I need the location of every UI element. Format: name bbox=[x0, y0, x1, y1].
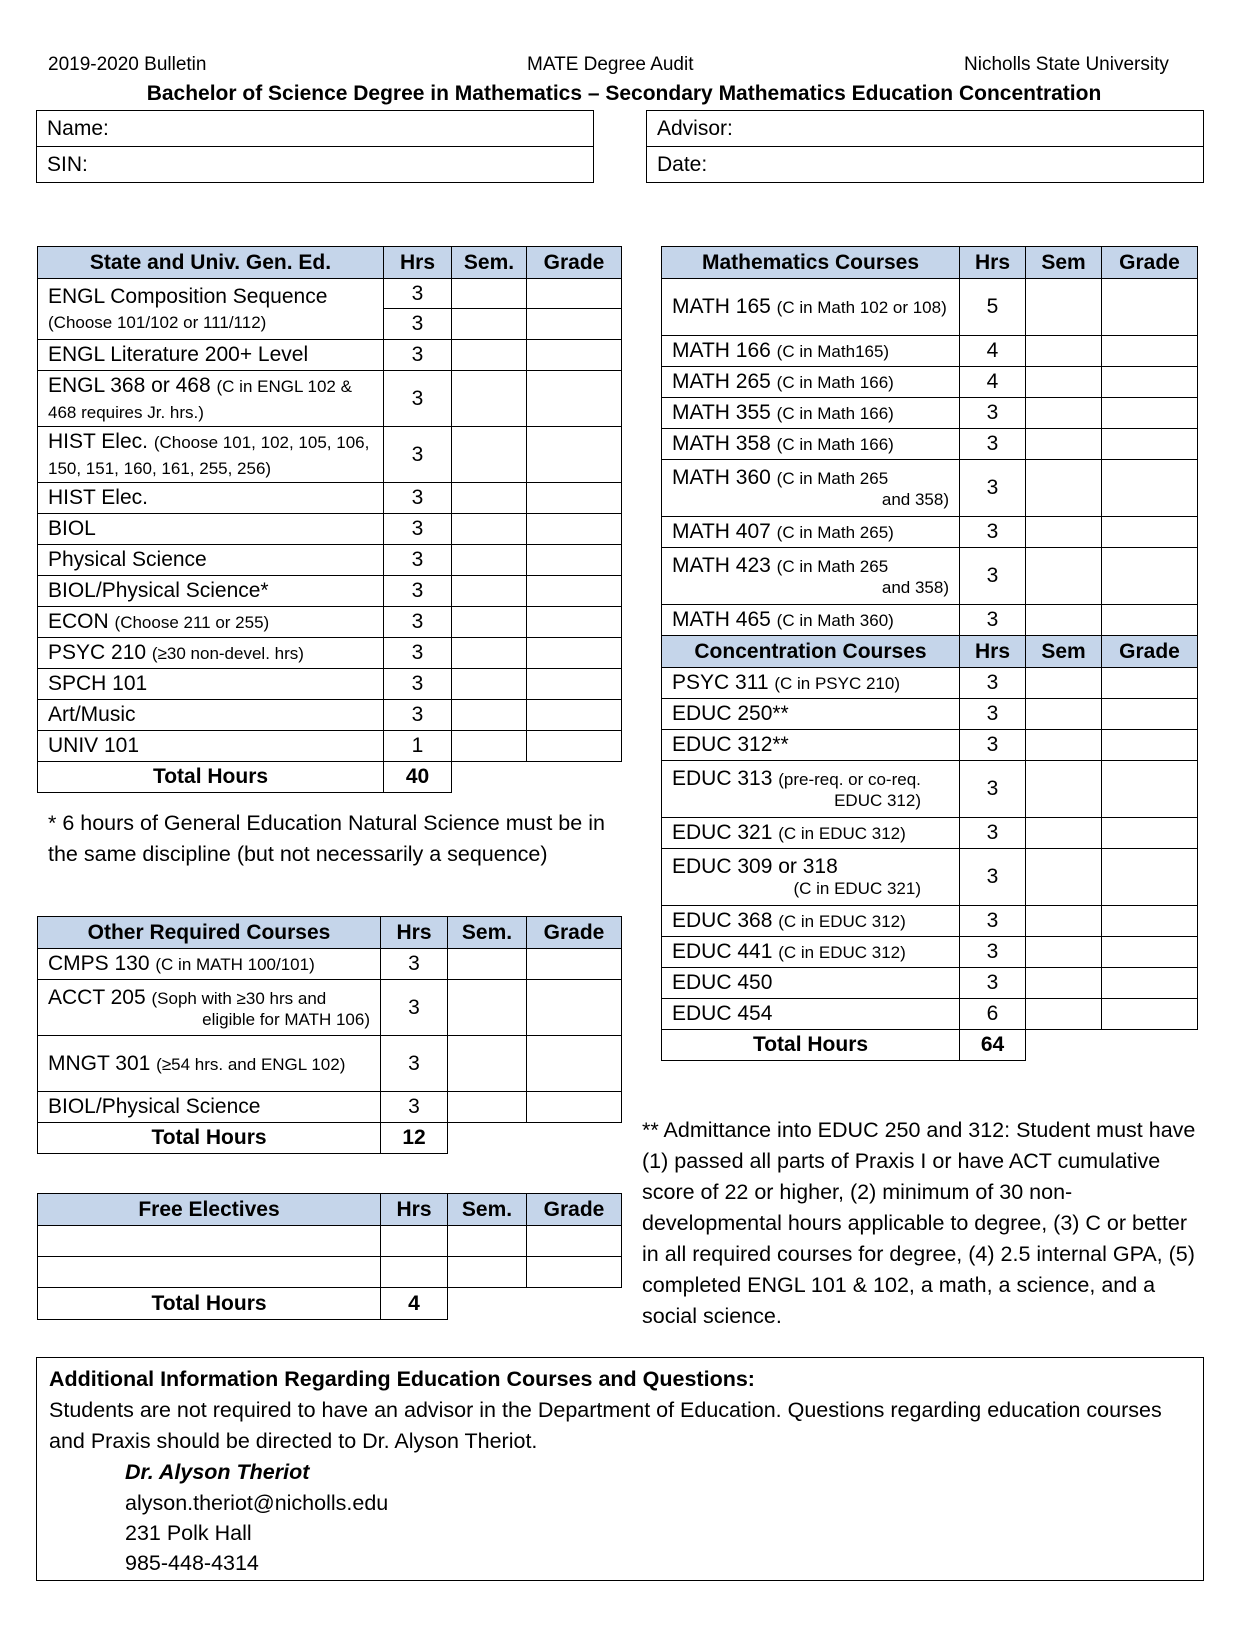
col-header: Mathematics Courses bbox=[662, 247, 960, 279]
sem-cell[interactable] bbox=[1026, 937, 1102, 968]
additional-info-heading: Additional Information Regarding Education Courses and Questions: bbox=[49, 1367, 755, 1391]
course-note: EDUC 312) bbox=[834, 791, 921, 811]
course-note: (C in Math 166) bbox=[776, 435, 894, 455]
sem-cell[interactable] bbox=[1026, 336, 1102, 367]
natural-science-footnote: * 6 hours of General Education Natural Science must be in the same discipline (but not necessarily a sequence) bbox=[48, 811, 605, 866]
course-cell: HIST Elec. bbox=[38, 483, 384, 514]
student-info-box bbox=[36, 110, 594, 183]
audit-name: MATE Degree Audit bbox=[527, 54, 694, 75]
course-name: ENGL Literature 200+ Level bbox=[48, 343, 309, 367]
grade-cell[interactable] bbox=[1102, 460, 1198, 517]
col-header: Grade bbox=[1102, 247, 1198, 279]
hrs-cell: 3 bbox=[960, 517, 1026, 548]
course-name: ENGL 368 or 468 bbox=[48, 374, 211, 398]
col-header: State and Univ. Gen. Ed. bbox=[38, 247, 384, 279]
course-cell bbox=[38, 607, 384, 638]
course-name: PSYC 311 bbox=[672, 671, 769, 695]
course-cell bbox=[662, 548, 960, 605]
course-note: (≥30 non-devel. hrs) bbox=[151, 644, 304, 664]
course-note: (Choose 101, 102, 105, 106, 150, 151, 160, 161, 255, 256) bbox=[48, 433, 370, 478]
course-name: ACCT 205 bbox=[48, 985, 146, 1009]
sem-cell[interactable] bbox=[1026, 460, 1102, 517]
col-header: Concentration Courses bbox=[662, 636, 960, 668]
col-header: Hrs bbox=[381, 1194, 448, 1226]
course-note: and 358) bbox=[881, 578, 949, 598]
admittance-note: ** Admittance into EDUC 250 and 312: Student must have (1) passed all parts of Praxis I or have ACT cumulative score of 22 or higher, (2) minimum of 30 non-developmental hours applicable to degree, (3) C or better in all required courses for degree, (4) 2.5 internal GPA, (5) completed ENGL 101 & 102, a math, a science, and a social science. bbox=[642, 1118, 1196, 1328]
hrs-cell: 5 bbox=[960, 279, 1026, 336]
grade-cell[interactable] bbox=[1102, 699, 1198, 730]
grade-cell[interactable] bbox=[1102, 849, 1198, 906]
grade-cell[interactable] bbox=[527, 279, 622, 309]
course-cell: UNIV 101 bbox=[38, 731, 384, 762]
grade-cell[interactable] bbox=[527, 545, 622, 576]
math-concentration-table bbox=[661, 246, 1198, 1061]
grade-cell[interactable] bbox=[1102, 999, 1198, 1030]
course-cell: EDUC 312** bbox=[662, 730, 960, 761]
hrs-cell: 3 bbox=[384, 279, 452, 309]
course-cell bbox=[38, 279, 384, 340]
hrs-cell: 3 bbox=[384, 340, 452, 371]
course-cell: BIOL/Physical Science* bbox=[38, 576, 384, 607]
hrs-cell: 3 bbox=[384, 514, 452, 545]
bulletin-year: 2019-2020 Bulletin bbox=[48, 54, 207, 75]
sem-cell[interactable] bbox=[1026, 605, 1102, 636]
hrs-cell: 3 bbox=[381, 1092, 448, 1123]
grade-cell[interactable] bbox=[527, 576, 622, 607]
course-name: EDUC 321 bbox=[672, 821, 773, 845]
sem-cell[interactable] bbox=[1026, 548, 1102, 605]
course-name: MATH 360 bbox=[672, 466, 771, 490]
grade-cell[interactable] bbox=[1102, 761, 1198, 818]
hrs-cell: 3 bbox=[384, 576, 452, 607]
col-header: Sem. bbox=[452, 247, 527, 279]
sem-cell[interactable] bbox=[452, 700, 527, 731]
grade-cell[interactable] bbox=[527, 700, 622, 731]
grade-cell[interactable] bbox=[527, 371, 622, 427]
course-cell bbox=[662, 517, 960, 548]
elective-course-cell[interactable] bbox=[38, 1257, 381, 1288]
sem-cell[interactable] bbox=[1026, 968, 1102, 999]
course-note: (C in Math 102 or 108) bbox=[776, 298, 947, 318]
sem-cell[interactable] bbox=[448, 1257, 527, 1288]
grade-cell[interactable] bbox=[527, 607, 622, 638]
university-name: Nicholls State University bbox=[964, 54, 1169, 75]
grade-cell[interactable] bbox=[527, 340, 622, 371]
sem-cell[interactable] bbox=[448, 949, 527, 980]
total-label: Total Hours bbox=[38, 762, 384, 793]
sem-cell[interactable] bbox=[452, 340, 527, 371]
col-header: Hrs bbox=[381, 917, 448, 949]
course-cell bbox=[38, 980, 381, 1036]
course-cell: EDUC 450 bbox=[662, 968, 960, 999]
hrs-cell: 3 bbox=[384, 545, 452, 576]
hrs-cell: 3 bbox=[384, 427, 452, 483]
sem-cell[interactable] bbox=[1026, 761, 1102, 818]
course-cell: Physical Science bbox=[38, 545, 384, 576]
hrs-cell: 6 bbox=[960, 999, 1026, 1030]
additional-info-body: Students are not required to have an advisor in the Department of Education. Questions regarding education courses and Praxis should be directed to Dr. Alyson Theriot. bbox=[49, 1398, 1162, 1453]
sem-cell[interactable] bbox=[1026, 668, 1102, 699]
grade-cell[interactable] bbox=[527, 1257, 622, 1288]
course-cell bbox=[662, 937, 960, 968]
grade-cell[interactable] bbox=[527, 731, 622, 762]
grade-cell[interactable] bbox=[527, 309, 622, 340]
grade-cell[interactable] bbox=[527, 514, 622, 545]
sin-field[interactable]: SIN: bbox=[37, 147, 594, 183]
sem-cell[interactable] bbox=[1026, 367, 1102, 398]
course-name: MATH 265 bbox=[672, 370, 771, 394]
course-name: EDUC 441 bbox=[672, 940, 773, 964]
name-field[interactable]: Name: bbox=[37, 111, 594, 147]
col-header: Hrs bbox=[960, 636, 1026, 668]
grade-cell[interactable] bbox=[1102, 336, 1198, 367]
course-name: EDUC 313 bbox=[672, 767, 773, 791]
course-note: (C in EDUC 312) bbox=[778, 824, 906, 844]
sem-cell[interactable] bbox=[1026, 999, 1102, 1030]
sem-cell[interactable] bbox=[452, 514, 527, 545]
course-name: EDUC 309 or 318 bbox=[672, 855, 838, 879]
course-cell: SPCH 101 bbox=[38, 669, 384, 700]
total-label: Total Hours bbox=[662, 1030, 960, 1061]
sem-cell[interactable] bbox=[1026, 699, 1102, 730]
course-note: (C in Math 265) bbox=[776, 523, 894, 543]
hrs-cell: 3 bbox=[960, 818, 1026, 849]
course-note: (Soph with ≥30 hrs and bbox=[151, 988, 327, 1008]
grade-cell[interactable] bbox=[527, 669, 622, 700]
course-cell bbox=[662, 398, 960, 429]
col-header: Sem. bbox=[448, 1194, 527, 1226]
col-header: Grade bbox=[527, 917, 622, 949]
grade-cell[interactable] bbox=[1102, 398, 1198, 429]
course-cell bbox=[662, 906, 960, 937]
grade-cell[interactable] bbox=[1102, 906, 1198, 937]
hrs-cell: 3 bbox=[960, 968, 1026, 999]
elective-course-cell[interactable] bbox=[38, 1226, 381, 1257]
hrs-cell: 3 bbox=[960, 429, 1026, 460]
other-required-table bbox=[37, 916, 622, 1154]
course-cell bbox=[662, 429, 960, 460]
sem-cell[interactable] bbox=[1026, 398, 1102, 429]
total-hours: 40 bbox=[384, 762, 452, 793]
course-note: (≥54 hrs. and ENGL 102) bbox=[156, 1054, 346, 1074]
course-cell: BIOL/Physical Science bbox=[38, 1092, 381, 1123]
hrs-cell: 3 bbox=[960, 460, 1026, 517]
hrs-cell: 3 bbox=[960, 668, 1026, 699]
grade-cell[interactable] bbox=[1102, 968, 1198, 999]
grade-cell[interactable] bbox=[1102, 429, 1198, 460]
course-cell bbox=[38, 427, 384, 483]
grade-cell[interactable] bbox=[527, 949, 622, 980]
course-note: (C in Math 360) bbox=[776, 611, 894, 631]
contact-email[interactable]: alyson.theriot@nicholls.edu bbox=[125, 1491, 389, 1515]
course-cell bbox=[38, 340, 384, 371]
col-header: Sem bbox=[1026, 636, 1102, 668]
sem-cell[interactable] bbox=[1026, 906, 1102, 937]
grade-cell[interactable] bbox=[527, 427, 622, 483]
course-cell bbox=[38, 371, 384, 427]
grade-cell[interactable] bbox=[1102, 668, 1198, 699]
course-cell bbox=[662, 367, 960, 398]
sem-cell[interactable] bbox=[1026, 429, 1102, 460]
sem-cell[interactable] bbox=[452, 309, 527, 340]
sem-cell[interactable] bbox=[1026, 818, 1102, 849]
total-label: Total Hours bbox=[38, 1123, 381, 1154]
course-cell bbox=[662, 460, 960, 517]
sem-cell[interactable] bbox=[452, 279, 527, 309]
course-cell bbox=[662, 668, 960, 699]
course-name: ENGL Composition Sequence bbox=[48, 284, 328, 308]
course-cell bbox=[662, 605, 960, 636]
hrs-cell: 3 bbox=[381, 1036, 448, 1092]
page-title: Bachelor of Science Degree in Mathematics – Secondary Mathematics Education Concentration bbox=[146, 82, 1102, 105]
date-field[interactable]: Date: bbox=[647, 147, 1204, 183]
course-note: (C in EDUC 321) bbox=[793, 879, 921, 899]
advisor-field[interactable]: Advisor: bbox=[647, 111, 1204, 147]
free-electives-table bbox=[37, 1193, 622, 1320]
sem-cell[interactable] bbox=[452, 576, 527, 607]
course-cell: EDUC 454 bbox=[662, 999, 960, 1030]
grade-cell[interactable] bbox=[527, 1092, 622, 1123]
grade-cell[interactable] bbox=[527, 483, 622, 514]
course-name: MATH 358 bbox=[672, 432, 771, 456]
hrs-cell: 3 bbox=[384, 607, 452, 638]
hrs-cell: 3 bbox=[960, 730, 1026, 761]
course-name: MATH 355 bbox=[672, 401, 771, 425]
grade-cell[interactable] bbox=[1102, 818, 1198, 849]
course-cell: BIOL bbox=[38, 514, 384, 545]
hrs-cell: 3 bbox=[960, 906, 1026, 937]
course-name: MATH 166 bbox=[672, 339, 771, 363]
sem-cell[interactable] bbox=[452, 669, 527, 700]
hrs-cell: 3 bbox=[960, 398, 1026, 429]
sem-cell[interactable] bbox=[448, 980, 527, 1036]
course-note: (C in EDUC 312) bbox=[778, 943, 906, 963]
hrs-cell: 3 bbox=[384, 371, 452, 427]
course-cell bbox=[38, 1036, 381, 1092]
col-header: Sem. bbox=[448, 917, 527, 949]
hrs-cell: 3 bbox=[384, 638, 452, 669]
course-name: ECON bbox=[48, 610, 109, 634]
hrs-cell: 1 bbox=[384, 731, 452, 762]
sem-cell[interactable] bbox=[452, 545, 527, 576]
sem-cell[interactable] bbox=[1026, 517, 1102, 548]
hrs-cell: 3 bbox=[381, 949, 448, 980]
course-note: (C in Math 166) bbox=[776, 373, 894, 393]
grade-cell[interactable] bbox=[527, 638, 622, 669]
col-header: Grade bbox=[527, 247, 622, 279]
course-name: MNGT 301 bbox=[48, 1051, 151, 1075]
hrs-cell: 3 bbox=[384, 700, 452, 731]
sem-cell[interactable] bbox=[1026, 279, 1102, 336]
course-cell bbox=[662, 818, 960, 849]
col-header: Hrs bbox=[384, 247, 452, 279]
total-hours: 4 bbox=[381, 1288, 448, 1320]
course-note: eligible for MATH 106) bbox=[202, 1009, 370, 1029]
hrs-cell: 3 bbox=[960, 699, 1026, 730]
contact-office: 231 Polk Hall bbox=[125, 1521, 252, 1545]
course-note: and 358) bbox=[881, 490, 949, 510]
grade-cell[interactable] bbox=[1102, 548, 1198, 605]
gen-ed-table bbox=[37, 246, 622, 793]
hrs-cell: 3 bbox=[960, 849, 1026, 906]
course-note: (C in ENGL 102 & 468 requires Jr. hrs.) bbox=[48, 377, 352, 422]
course-cell bbox=[662, 279, 960, 336]
hrs-cell: 3 bbox=[381, 980, 448, 1036]
hrs-cell: 4 bbox=[960, 367, 1026, 398]
sem-cell[interactable] bbox=[452, 371, 527, 427]
hrs-cell: 3 bbox=[960, 761, 1026, 818]
hrs-cell[interactable] bbox=[381, 1257, 448, 1288]
course-note: (C in EDUC 312) bbox=[778, 912, 906, 932]
sem-cell[interactable] bbox=[1026, 849, 1102, 906]
sem-cell[interactable] bbox=[452, 483, 527, 514]
sem-cell[interactable] bbox=[448, 1036, 527, 1092]
sem-cell[interactable] bbox=[448, 1226, 527, 1257]
advisor-info-box bbox=[646, 110, 1204, 183]
course-name: MATH 165 bbox=[672, 295, 771, 319]
sem-cell[interactable] bbox=[452, 427, 527, 483]
course-name: MATH 423 bbox=[672, 554, 771, 578]
contact-phone: 985-448-4314 bbox=[125, 1551, 259, 1575]
grade-cell[interactable] bbox=[1102, 937, 1198, 968]
hrs-cell: 3 bbox=[960, 937, 1026, 968]
course-cell bbox=[662, 849, 960, 906]
hrs-cell: 3 bbox=[960, 548, 1026, 605]
sem-cell[interactable] bbox=[452, 731, 527, 762]
total-hours: 12 bbox=[381, 1123, 448, 1154]
grade-cell[interactable] bbox=[527, 1036, 622, 1092]
course-note: (C in Math165) bbox=[776, 342, 890, 362]
hrs-cell: 4 bbox=[960, 336, 1026, 367]
course-cell: Art/Music bbox=[38, 700, 384, 731]
course-note: (C in MATH 100/101) bbox=[155, 955, 315, 975]
course-name: CMPS 130 bbox=[48, 952, 150, 976]
sem-cell[interactable] bbox=[1026, 730, 1102, 761]
grade-cell[interactable] bbox=[1102, 517, 1198, 548]
grade-cell[interactable] bbox=[1102, 279, 1198, 336]
course-cell: EDUC 250** bbox=[662, 699, 960, 730]
sem-cell[interactable] bbox=[452, 638, 527, 669]
col-header: Hrs bbox=[960, 247, 1026, 279]
grade-cell[interactable] bbox=[1102, 605, 1198, 636]
hrs-cell[interactable] bbox=[381, 1226, 448, 1257]
course-note: (pre-req. or co-req. bbox=[778, 770, 921, 790]
sem-cell[interactable] bbox=[452, 607, 527, 638]
contact-name: Dr. Alyson Theriot bbox=[125, 1460, 310, 1484]
course-cell bbox=[38, 949, 381, 980]
hrs-cell: 3 bbox=[960, 605, 1026, 636]
grade-cell[interactable] bbox=[527, 980, 622, 1036]
course-name: PSYC 210 bbox=[48, 641, 147, 665]
col-header: Free Electives bbox=[38, 1194, 381, 1226]
additional-info-box bbox=[36, 1357, 1204, 1581]
col-header: Other Required Courses bbox=[38, 917, 381, 949]
course-cell bbox=[662, 336, 960, 367]
col-header: Sem bbox=[1026, 247, 1102, 279]
course-name: EDUC 368 bbox=[672, 909, 773, 933]
course-cell bbox=[662, 761, 960, 818]
course-note: (Choose 101/102 or 111/112) bbox=[48, 313, 267, 332]
col-header: Grade bbox=[527, 1194, 622, 1226]
grade-cell[interactable] bbox=[1102, 367, 1198, 398]
total-hours: 64 bbox=[960, 1030, 1026, 1061]
col-header: Grade bbox=[1102, 636, 1198, 668]
grade-cell[interactable] bbox=[527, 1226, 622, 1257]
grade-cell[interactable] bbox=[1102, 730, 1198, 761]
sem-cell[interactable] bbox=[448, 1092, 527, 1123]
course-name: HIST Elec. bbox=[48, 430, 148, 454]
hrs-cell: 3 bbox=[384, 483, 452, 514]
total-label: Total Hours bbox=[38, 1288, 381, 1320]
course-note: (C in Math 265 bbox=[776, 469, 889, 489]
course-name: MATH 407 bbox=[672, 520, 771, 544]
course-note: (Choose 211 or 255) bbox=[114, 613, 270, 633]
hrs-cell: 3 bbox=[384, 309, 452, 340]
hrs-cell: 3 bbox=[384, 669, 452, 700]
course-name: MATH 465 bbox=[672, 608, 771, 632]
course-note: (C in PSYC 210) bbox=[774, 674, 901, 694]
course-note: (C in Math 166) bbox=[776, 404, 894, 424]
course-cell bbox=[38, 638, 384, 669]
course-note: (C in Math 265 bbox=[776, 557, 889, 577]
